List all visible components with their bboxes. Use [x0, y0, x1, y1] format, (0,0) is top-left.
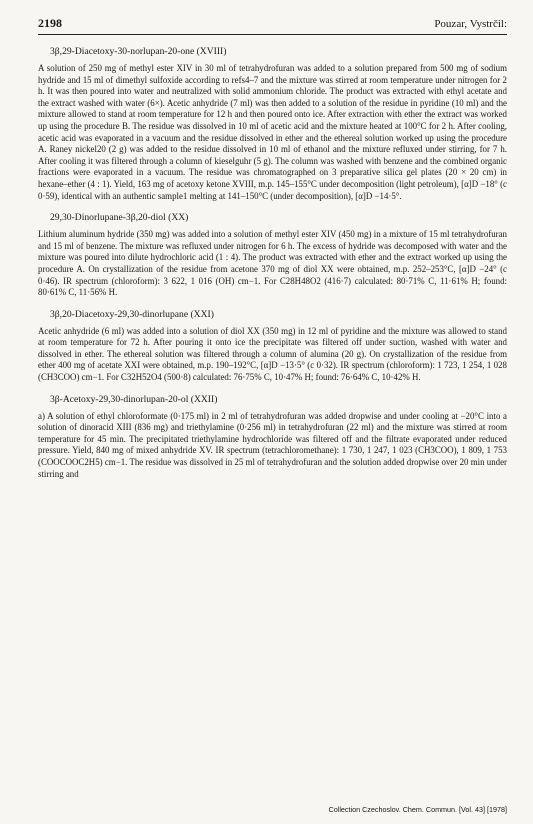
section-heading: 3β,20-Diacetoxy-29,30-dinorlupane (XXI) [50, 308, 214, 320]
section-paragraph: A solution of 250 mg of methyl ester XIV in 30 ml of tetrahydrofuran was added to a solution prepared from 500 mg of sodium hydride and 15 ml of dimethyl sulfoxide according to refs4–7 and the mixture was stirred at room temperature under nitrogen for 2 h. It was then poured into water and neutralized with solid ammonium chloride. The product was extracted with ethyl acetate and the extract washed with water (6×). Acetic anhydride (7 ml) was then added to a solution of the residue in pyridine (10 ml) and the mixture allowed to stand at room temperature for 12 h and then poured onto ice. After extraction with ether the extract was worked up using the procedure B. The residue was dissolved in 10 ml of acetic acid and the mixture heated at 100°C for 2 h. After cooling, acetic acid was evaporated in a vacuum and the residue dissolved in ether and the ethereal solution worked up using the procedure A. Raney nickel20 (2 g) was added to the residue dissolved in 10 ml of ethanol and the mixture refluxed under stirring, for 7 h. After cooling it was filtered through a column of kieselguhr (5 g). The column was washed with benzene and the combined organic fractions were evaporated in a vacuum. The residue was chromatographed on 3 preparative silica gel plates (20 × 20 cm) in hexane–ether (4 : 1). Yield, 163 mg of acetoxy ketone XVIII, m.p. 145–155°C under decomposition (light petroleum), [α]D −18° (c 0·59), identical with an authentic sample1 melting at 141–150°C (under decomposition), [α]D −14·5°. [38, 63, 507, 201]
article-body [38, 42, 507, 480]
section-heading: 3β-Acetoxy-29,30-dinorlupan-20-ol (XXII) [50, 393, 218, 405]
section-paragraph: Lithium aluminum hydride (350 mg) was added into a solution of methyl ester XIV (450 mg) in a mixture of 15 ml tetrahydrofuran and 15 ml of benzene. The mixture was refluxed under nitrogen for 6 h. The excess of hydride was decomposed with water and the mixture was poured into dilute hydrochloric acid (1 : 4). The product was extracted with ether and the extract worked up using the procedure A. On crystallization of the residue from acetone 370 mg of diol XX were obtained, m.p. 252–253°C, [α]D −24° (c 0·46). IR spectrum (chloroform): 3 622, 1 016 (OH) cm−1. For C28H48O2 (416·7) calculated: 80·71% C, 11·61% H; found: 80·61% C, 11·56% H. [38, 229, 507, 298]
section-paragraph: Acetic anhydride (6 ml) was added into a solution of diol XX (350 mg) in 12 ml of pyridine and the mixture was allowed to stand at room temperature for 72 h. After pouring it onto ice the precipitate was filtered off under suction, washed with water and dissolved in ether. The ethereal solution was filtered through a column of alumina (20 g). On crystallization of the residue from ether 400 mg of acetate XXI were obtained, m.p. 190–192°C, [α]D −13·5° (c 0·32). IR spectrum (chloroform): 1 723, 1 254, 1 028 (CH3COO) cm−1. For C32H52O4 (500·8) calculated: 76·75% C, 10·47% H; found: 76·64% C, 10·42% H. [38, 325, 507, 383]
section-heading: 29,30-Dinorlupane-3β,20-diol (XX) [50, 212, 189, 224]
header-rule [38, 34, 507, 35]
section-paragraph: a) A solution of ethyl chloroformate (0·175 ml) in 2 ml of tetrahydrofuran was added dropwise and under cooling at −20°C into a solution of dinoracid XIII (836 mg) and triethylamine (0·256 ml) in tetrahydrofuran (22 ml) and the mixture was stirred at room temperature for 45 min. The precipitated triethylamine hydrochloride was filtered off and the filtrate evaporated under reduced pressure. Yield, 840 mg of mixed anhydride XV. IR spectrum (tetrachloromethane): 1 730, 1 247, 1 023 (CH3COO), 1 809, 1 753 (COOCOOC2H5) cm−1. The residue was dissolved in 25 ml of tetrahydrofuran and the solution added dropwise over 20 min under stirring and [38, 410, 507, 479]
running-head-authors: Pouzar, Vystrčil: [434, 18, 507, 30]
journal-footer: Collection Czechoslov. Chem. Commun. [Vol. 43] [1978] [328, 805, 507, 814]
page-number: 2198 [38, 16, 62, 30]
page-header [38, 16, 507, 31]
section-heading: 3β,29-Diacetoxy-30-norlupan-20-one (XVIII) [50, 46, 227, 57]
